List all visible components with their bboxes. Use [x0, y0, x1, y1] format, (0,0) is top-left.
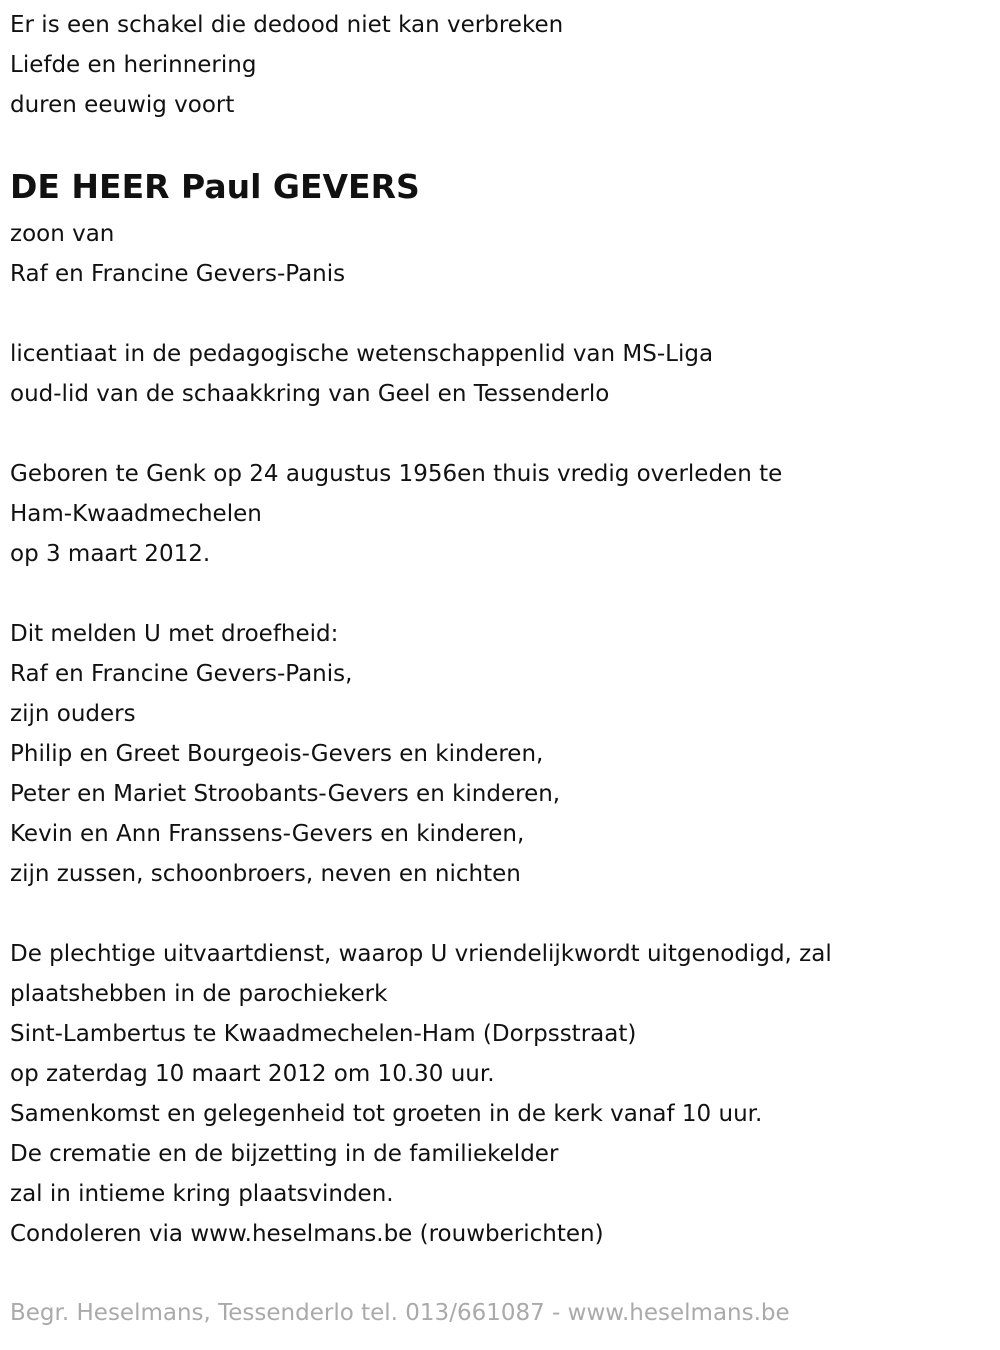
text-line: Sint-Lambertus te Kwaadmechelen-Ham (Dorpsstraat) [10, 1021, 637, 1047]
text-line: Kevin en Ann Franssens-Gevers en kinderen, [10, 821, 525, 847]
text-line: zijn zussen, schoonbroers, neven en nichten [10, 861, 521, 887]
text-line: Condoleren via www.heselmans.be (rouwberichten) [10, 1221, 604, 1247]
verse-line: Er is een schakel die dedood niet kan verbreken [10, 12, 564, 38]
text-line: plaatshebben in de parochiekerk [10, 981, 388, 1007]
verse [10, 5, 990, 125]
verse-line: Liefde en herinnering [10, 52, 257, 78]
funeral-section [10, 934, 990, 1254]
obituary-body [10, 214, 990, 1254]
text-line: Philip en Greet Bourgeois-Gevers en kinderen, [10, 741, 544, 767]
occupation-section [10, 334, 990, 414]
birth-death-section [10, 454, 990, 574]
text-line: oud-lid van de schaakkring van Geel en Tessenderlo [10, 381, 610, 407]
text-line: De plechtige uitvaartdienst, waarop U vriendelijkwordt uitgenodigd, zal [10, 941, 832, 967]
text-line: zoon van [10, 221, 115, 247]
text-line: zal in intieme kring plaatsvinden. [10, 1181, 394, 1207]
text-line: zijn ouders [10, 701, 136, 727]
text-line: licentiaat in de pedagogische wetenschappenlid van MS-Liga [10, 341, 714, 367]
parents-section [10, 214, 990, 294]
text-line: op 3 maart 2012. [10, 541, 211, 567]
text-line: op zaterdag 10 maart 2012 om 10.30 uur. [10, 1061, 495, 1087]
funeral-home-footer: Begr. Heselmans, Tessenderlo tel. 013/661087 - www.heselmans.be [10, 1300, 790, 1326]
text-line: Samenkomst en gelegenheid tot groeten in de kerk vanaf 10 uur. [10, 1101, 763, 1127]
text-line: De crematie en de bijzetting in de familiekelder [10, 1141, 559, 1167]
text-line: Peter en Mariet Stroobants-Gevers en kinderen, [10, 781, 561, 807]
text-line: Raf en Francine Gevers-Panis [10, 261, 346, 287]
text-line: Geboren te Genk op 24 augustus 1956en thuis vredig overleden te [10, 461, 783, 487]
text-line: Ham-Kwaadmechelen [10, 501, 262, 527]
verse-line: duren eeuwig voort [10, 92, 235, 118]
family-section [10, 614, 990, 894]
text-line: Dit melden U met droefheid: [10, 621, 339, 647]
text-line: Raf en Francine Gevers-Panis, [10, 661, 353, 687]
deceased-name: DE HEER Paul GEVERS [10, 167, 420, 206]
